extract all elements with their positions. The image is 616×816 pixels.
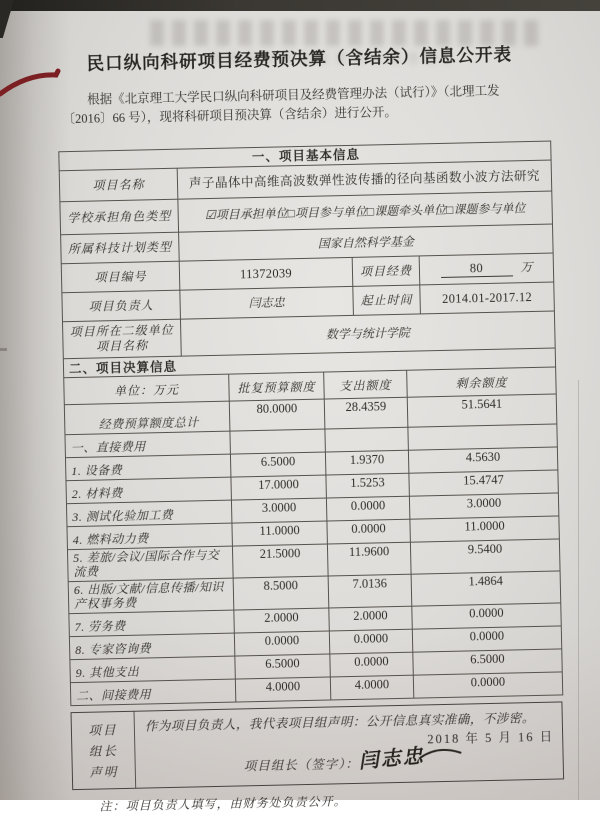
- budget-cell-remaining: [408, 424, 557, 450]
- budget-cell-spent: 0.0000: [329, 629, 412, 654]
- budget-cell-remaining: 11.0000: [410, 516, 559, 542]
- signature-flourish: [419, 746, 463, 761]
- section1-header: 一、项目基本信息: [59, 141, 551, 171]
- project-name-label: 项目名称: [59, 168, 178, 202]
- unit-label-line1: 项目所在二级单位: [69, 322, 174, 340]
- period-value: 2014.01-2017.12: [420, 282, 555, 314]
- declaration-box: [71, 701, 565, 790]
- budget-cell-remaining: 3.0000: [409, 493, 558, 519]
- total-remain: 51.5641: [407, 394, 557, 427]
- budget-row-label: 9. 其他支出: [70, 656, 235, 683]
- side-label-line2: 组长: [88, 744, 119, 759]
- budget-row-label: 8. 专家咨询费: [69, 633, 234, 660]
- declaration-date: 2018 年 5 月 16 日: [427, 729, 555, 747]
- unit-label-line2: 项目名称: [95, 338, 149, 354]
- role-type-checkboxes: ☑项目承担单位□项目参与单位□课题牵头单位□课题参与单位: [178, 191, 553, 232]
- budget-cell-spent: 11.9600: [327, 542, 411, 576]
- side-label-line1: 项目: [88, 723, 118, 738]
- budget-cell-remaining: 1.4864: [411, 571, 561, 606]
- handwritten-signature: 闫志忠: [358, 745, 426, 774]
- budget-cell-remaining: 4.5630: [408, 447, 557, 473]
- budget-cell-spent: 4.0000: [330, 675, 413, 700]
- budget-cell-remaining: 15.4747: [409, 470, 558, 496]
- budget-cell-approved: 3.0000: [231, 498, 326, 523]
- budget-cell-approved: 6.5000: [235, 654, 330, 679]
- budget-cell-approved: 8.5000: [233, 576, 329, 610]
- budget-cell-spent: 7.0136: [328, 574, 412, 608]
- budget-cell-approved: 17.0000: [231, 475, 326, 500]
- budget-row-label: 7. 劳务费: [69, 610, 234, 637]
- budget-cell-approved: 11.0000: [232, 521, 327, 546]
- budget-cell-approved: [230, 429, 325, 454]
- total-spent: 28.4359: [324, 397, 408, 429]
- fund-unit: 万: [520, 259, 533, 275]
- budget-cell-spent: 1.9370: [325, 450, 408, 475]
- declaration-content: [135, 702, 564, 787]
- fund-label: 项目经费: [352, 256, 420, 286]
- col-header-budget: 批复预算额度: [229, 372, 325, 401]
- intro-paragraph: [62, 81, 521, 129]
- leader-name: 闫志忠: [180, 286, 354, 319]
- budget-cell-remaining: 0.0000: [412, 603, 561, 629]
- budget-cell-spent: 2.0000: [329, 606, 412, 631]
- plan-type-value: 国家自然科学基金: [179, 224, 554, 261]
- budget-cell-approved: 0.0000: [234, 631, 329, 656]
- section2-header: 二、项目决算信息: [63, 348, 555, 378]
- budget-cell-spent: 0.0000: [326, 496, 409, 521]
- fund-value-cell: [419, 253, 554, 285]
- budget-row-label: 二、间接费用: [70, 679, 235, 706]
- budget-row-label: 一、直接费用: [65, 431, 230, 458]
- project-number-value: 11372039: [179, 257, 353, 290]
- budget-row-label: 6. 出版/文献/信息传播/知识产权事务费: [68, 578, 234, 614]
- intro-line-1: 根据《北京理工大学民口纵向科研项目及经费管理办法（试行）》（北理工发: [87, 83, 500, 107]
- basic-info-table: [58, 141, 555, 360]
- budget-cell-spent: 0.0000: [327, 519, 410, 544]
- form-body: [58, 141, 564, 816]
- declaration-statement: 作为项目负责人，我代表项目组声明：公开信息真实准确，不涉密。: [144, 711, 535, 734]
- budget-cell-spent: 0.0000: [330, 652, 413, 677]
- budget-cell-approved: 2.0000: [234, 608, 329, 633]
- leader-label: 项目负责人: [62, 290, 181, 322]
- plan-type-label: 所属科技计划类型: [61, 232, 180, 264]
- budget-row-label: 4. 燃料动力费: [67, 523, 232, 550]
- budget-cell-remaining: 9.5400: [410, 539, 560, 574]
- role-type-label: 学校承担角色类型: [60, 199, 179, 235]
- budget-cell-spent: 1.5253: [326, 473, 409, 498]
- signature-row: [243, 743, 463, 777]
- budget-cell-approved: 21.5000: [232, 544, 328, 578]
- project-name-value: 声子晶体中高维高波数弹性波传播的径向基函数小波方法研究: [177, 160, 552, 199]
- project-number-label: 项目编号: [61, 261, 180, 293]
- footnote: 注：项目负责人填写，由财务处负责公开。: [99, 794, 347, 814]
- budget-row-label: 1. 设备费: [65, 454, 230, 481]
- col-header-spent: 支出额度: [324, 370, 408, 399]
- intro-line-2: 〔2016〕66 号），现将科研项目预决算（含结余）进行公开。: [62, 104, 398, 127]
- unit-label: [62, 319, 181, 359]
- col-header-unit: 单位：万元: [64, 374, 230, 405]
- fund-amount: 80: [440, 260, 512, 278]
- budget-cell-remaining: 6.5000: [413, 649, 562, 675]
- budget-cell-remaining: 0.0000: [413, 672, 562, 698]
- budget-cell-spent: [325, 427, 408, 452]
- signature-label: 项目组长（签字）：: [243, 756, 360, 774]
- budget-row-label: 2. 材料费: [66, 477, 231, 504]
- total-row-label: 经费预算额度总计: [64, 401, 230, 435]
- document-title: 民口纵向科研项目经费预决算（含结余）信息公开表: [86, 44, 513, 74]
- budget-row-label: 3. 测试化验加工费: [66, 500, 231, 527]
- budget-cell-approved: 4.0000: [235, 677, 330, 702]
- budget-cell-remaining: 0.0000: [412, 626, 561, 652]
- side-label-line3: 声明: [89, 765, 119, 780]
- total-budget: 80.0000: [229, 399, 325, 431]
- budget-table: [63, 347, 563, 706]
- budget-row-label: 5. 差旅/会议/国际合作与交流费: [67, 546, 233, 582]
- period-label: 起止时间: [353, 285, 421, 315]
- unit-value: 数学与统计学院: [180, 311, 555, 356]
- col-header-remain: 剩余额度: [407, 367, 557, 397]
- declaration-side-label: [72, 712, 137, 789]
- budget-cell-approved: 6.5000: [230, 452, 325, 477]
